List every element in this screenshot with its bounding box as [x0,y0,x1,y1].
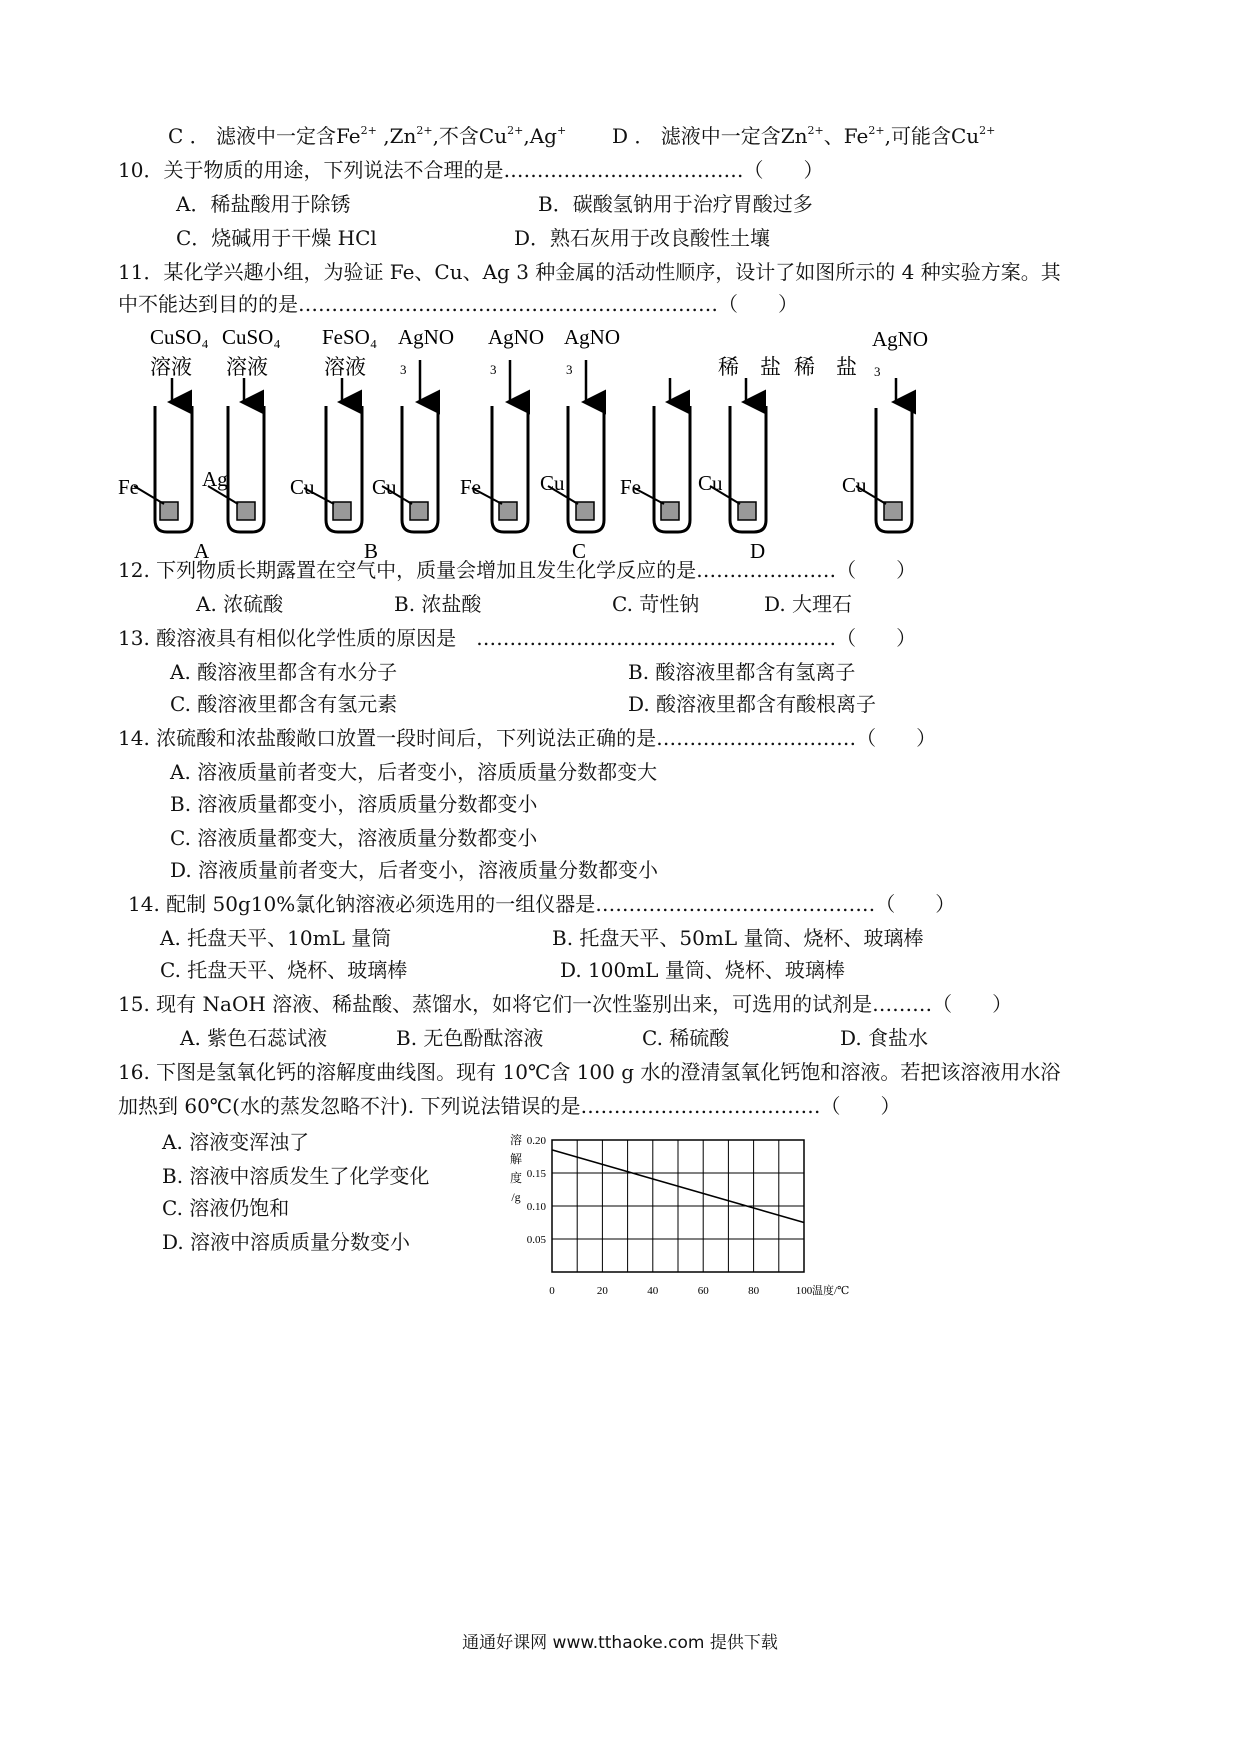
tube-d1 [620,355,781,532]
tube-b2 [372,325,454,532]
tube-a1-label-bot: 溶液 [150,355,192,379]
group-label-a: A [194,539,210,560]
tube-a2-metal: Ag [202,467,228,491]
tube-a1 [118,325,209,532]
tube-d3-metal: Cu [842,473,867,497]
tube-a2 [202,325,281,532]
tube-c2-metal: Cu [540,471,565,495]
q12-stem: 12. 下列物质长期露置在空气中，质量会增加且发生化学反应的是…………………（ ） [118,558,917,582]
chart-x-tick-label: 80 [748,1285,760,1297]
q16-option-d: D. 溶液中溶质质量分数变小 [162,1230,411,1254]
q14b-option-d: D. 100mL 量筒、烧杯、玻璃棒 [560,958,845,982]
chart-y-axis-label-char: /g [511,1190,521,1204]
q16-option-a: A. 溶液变浑浊了 [162,1130,310,1154]
tube-d2-label-top: 稀 [794,355,815,379]
chart-x-tick-label: 100 [795,1285,813,1297]
q12-option-a: A. 浓硫酸 [196,592,284,616]
tube-c1-label-top: AgNO [488,325,544,349]
tube-c2-label-sub: 3 [566,362,573,377]
q13-option-a: A. 酸溶液里都含有水分子 [170,660,398,684]
tube-b1-label-top: FeSO₄ [322,325,378,349]
q10-stem: 10．关于物质的用途，下列说法不合理的是………………………………（ ） [118,158,824,182]
tube-a1-label-top: CuSO₄ [150,325,209,349]
tube-b1 [290,325,377,532]
q14a-stem: 14. 浓硫酸和浓盐酸敞口放置一段时间后，下列说法正确的是…………………………（ ） [118,726,937,750]
q10-option-c: C．烧碱用于干燥 HCl [176,226,377,250]
q12-option-c: C. 苛性钠 [612,592,700,616]
tube-d2-metal: Cu [698,471,723,495]
tube-a2-label-bot: 溶液 [226,355,268,379]
q14b-option-c: C. 托盘天平、烧杯、玻璃棒 [160,958,408,982]
tube-d3-label-top: AgNO [872,327,928,351]
q9-option-d: D ． 滤液中一定含$Zn^{2+}$、$Fe^{2+}$,可能含$Cu^{2+}$ [612,124,996,148]
q15-option-c: C. 稀硫酸 [642,1026,730,1050]
chart-x-tick-label: 60 [697,1285,709,1297]
q14a-option-d: D. 溶液质量前者变大，后者变小，溶液质量分数都变小 [170,858,659,882]
chart-y-axis-label-char: 解 [509,1152,523,1166]
q14a-option-c: C. 溶液质量都变大，溶液质量分数都变小 [170,826,538,850]
tube-c1-metal: Fe [460,475,481,499]
group-label-c: C [572,539,587,560]
tube-a1-metal: Fe [118,475,139,499]
tube-b2-metal: Cu [372,475,397,499]
q12-option-d: D. 大理石 [764,592,853,616]
q14b-option-a: A. 托盘天平、10mL 量筒 [160,926,392,950]
q15-stem: 15. 现有 NaOH 溶液、稀盐酸、蒸馏水，如将它们一次性鉴别出来，可选用的试剂是………（ ） [118,992,1013,1016]
group-label-d: D [750,539,766,560]
q12-option-b: B. 浓盐酸 [394,592,482,616]
q10-option-d: D．熟石灰用于改良酸性土壤 [514,226,771,250]
q11-stem-line2: 中不能达到目的的是………………………………………………………（ ） [118,292,798,316]
q15-option-d: D. 食盐水 [840,1026,929,1050]
tube-c1 [460,325,544,532]
tube-c1-label-sub: 3 [490,362,497,377]
q13-option-c: C. 酸溶液里都含有氢元素 [170,692,398,716]
tube-c2-label-top: AgNO [564,325,620,349]
q14a-option-b: B. 溶液质量都变小，溶质质量分数都变小 [170,792,538,816]
q16-stem-line2: 加热到 60℃(水的蒸发忽略不汁). 下列说法错误的是………………………………（ ） [118,1094,901,1118]
chart-y-tick-label: 0.05 [526,1234,546,1246]
test-tube-diagram [110,318,940,560]
q16-stem-line1: 16. 下图是氢氧化钙的溶解度曲线图。现有 10℃含 100 g 水的澄清氢氧化钙饱和溶液。若把该溶液用水浴 [118,1060,1061,1084]
tube-a2-label-top: CuSO₄ [222,325,281,349]
q13-option-d: D. 酸溶液里都含有酸根离子 [628,692,877,716]
q13-stem: 13. 酸溶液具有相似化学性质的原因是 ………………………………………………（ ） [118,626,917,650]
tube-d2 [698,355,857,532]
chart-y-axis-label-char: 度 [509,1171,523,1185]
q13-option-b: B. 酸溶液里都含有氢离子 [628,660,856,684]
chart-x-axis-label: 温度/℃ [812,1285,850,1297]
q14b-option-b: B. 托盘天平、50mL 量筒、烧杯、玻璃棒 [552,926,924,950]
solubility-chart [496,1130,896,1310]
page-footer: 通通好课网 www.tthaoke.com 提供下载 [462,1633,778,1653]
q16-option-b: B. 溶液中溶质发生了化学变化 [162,1164,430,1188]
q9-option-c: C ． 滤液中一定含$Fe^{2+}$ $,Zn^{2+}$,不含$Cu^{2+},Ag^+$ [168,124,567,148]
q11-stem-line1: 11．某化学兴趣小组，为验证 Fe、Cu、Ag 3 种金属的活动性顺序，设计了如图所示的 4 种实验方案。其 [118,260,1061,284]
tube-b1-label-bot: 溶液 [324,355,366,379]
q14a-option-a: A. 溶液质量前者变大，后者变小，溶质质量分数都变大 [170,760,658,784]
tube-d3-label-sub: 3 [874,364,881,379]
tube-d1-metal: Fe [620,475,641,499]
q14b-stem: 14. 配制 50g10%氯化钠溶液必须选用的一组仪器是……………………………………（ ） [128,892,956,916]
tube-b1-metal: Cu [290,475,315,499]
tube-d2-label-bot: 盐 [836,355,857,379]
tube-b2-label-sub: 3 [400,362,407,377]
q10-option-b: B．碳酸氢钠用于治疗胃酸过多 [538,192,813,216]
chart-x-tick-label: 20 [596,1285,608,1297]
tube-c2 [540,325,620,532]
q15-option-b: B. 无色酚酞溶液 [396,1026,544,1050]
chart-y-axis-label-char: 溶 [509,1133,523,1147]
group-label-b: B [364,539,379,560]
q10-option-a: A．稀盐酸用于除锈 [176,192,351,216]
q15-option-a: A. 紫色石蕊试液 [180,1026,328,1050]
q16-option-c: C. 溶液仍饱和 [162,1196,290,1220]
tube-d1-label-bot: 盐 [760,355,781,379]
chart-x-tick-label: 0 [549,1285,555,1297]
chart-y-tick-label: 0.15 [526,1168,546,1180]
chart-y-tick-label: 0.20 [526,1135,546,1147]
tube-b2-label-top: AgNO [398,325,454,349]
tube-d1-label-top: 稀 [718,355,739,379]
chart-x-tick-label: 40 [647,1285,659,1297]
chart-y-tick-label: 0.10 [526,1201,546,1213]
